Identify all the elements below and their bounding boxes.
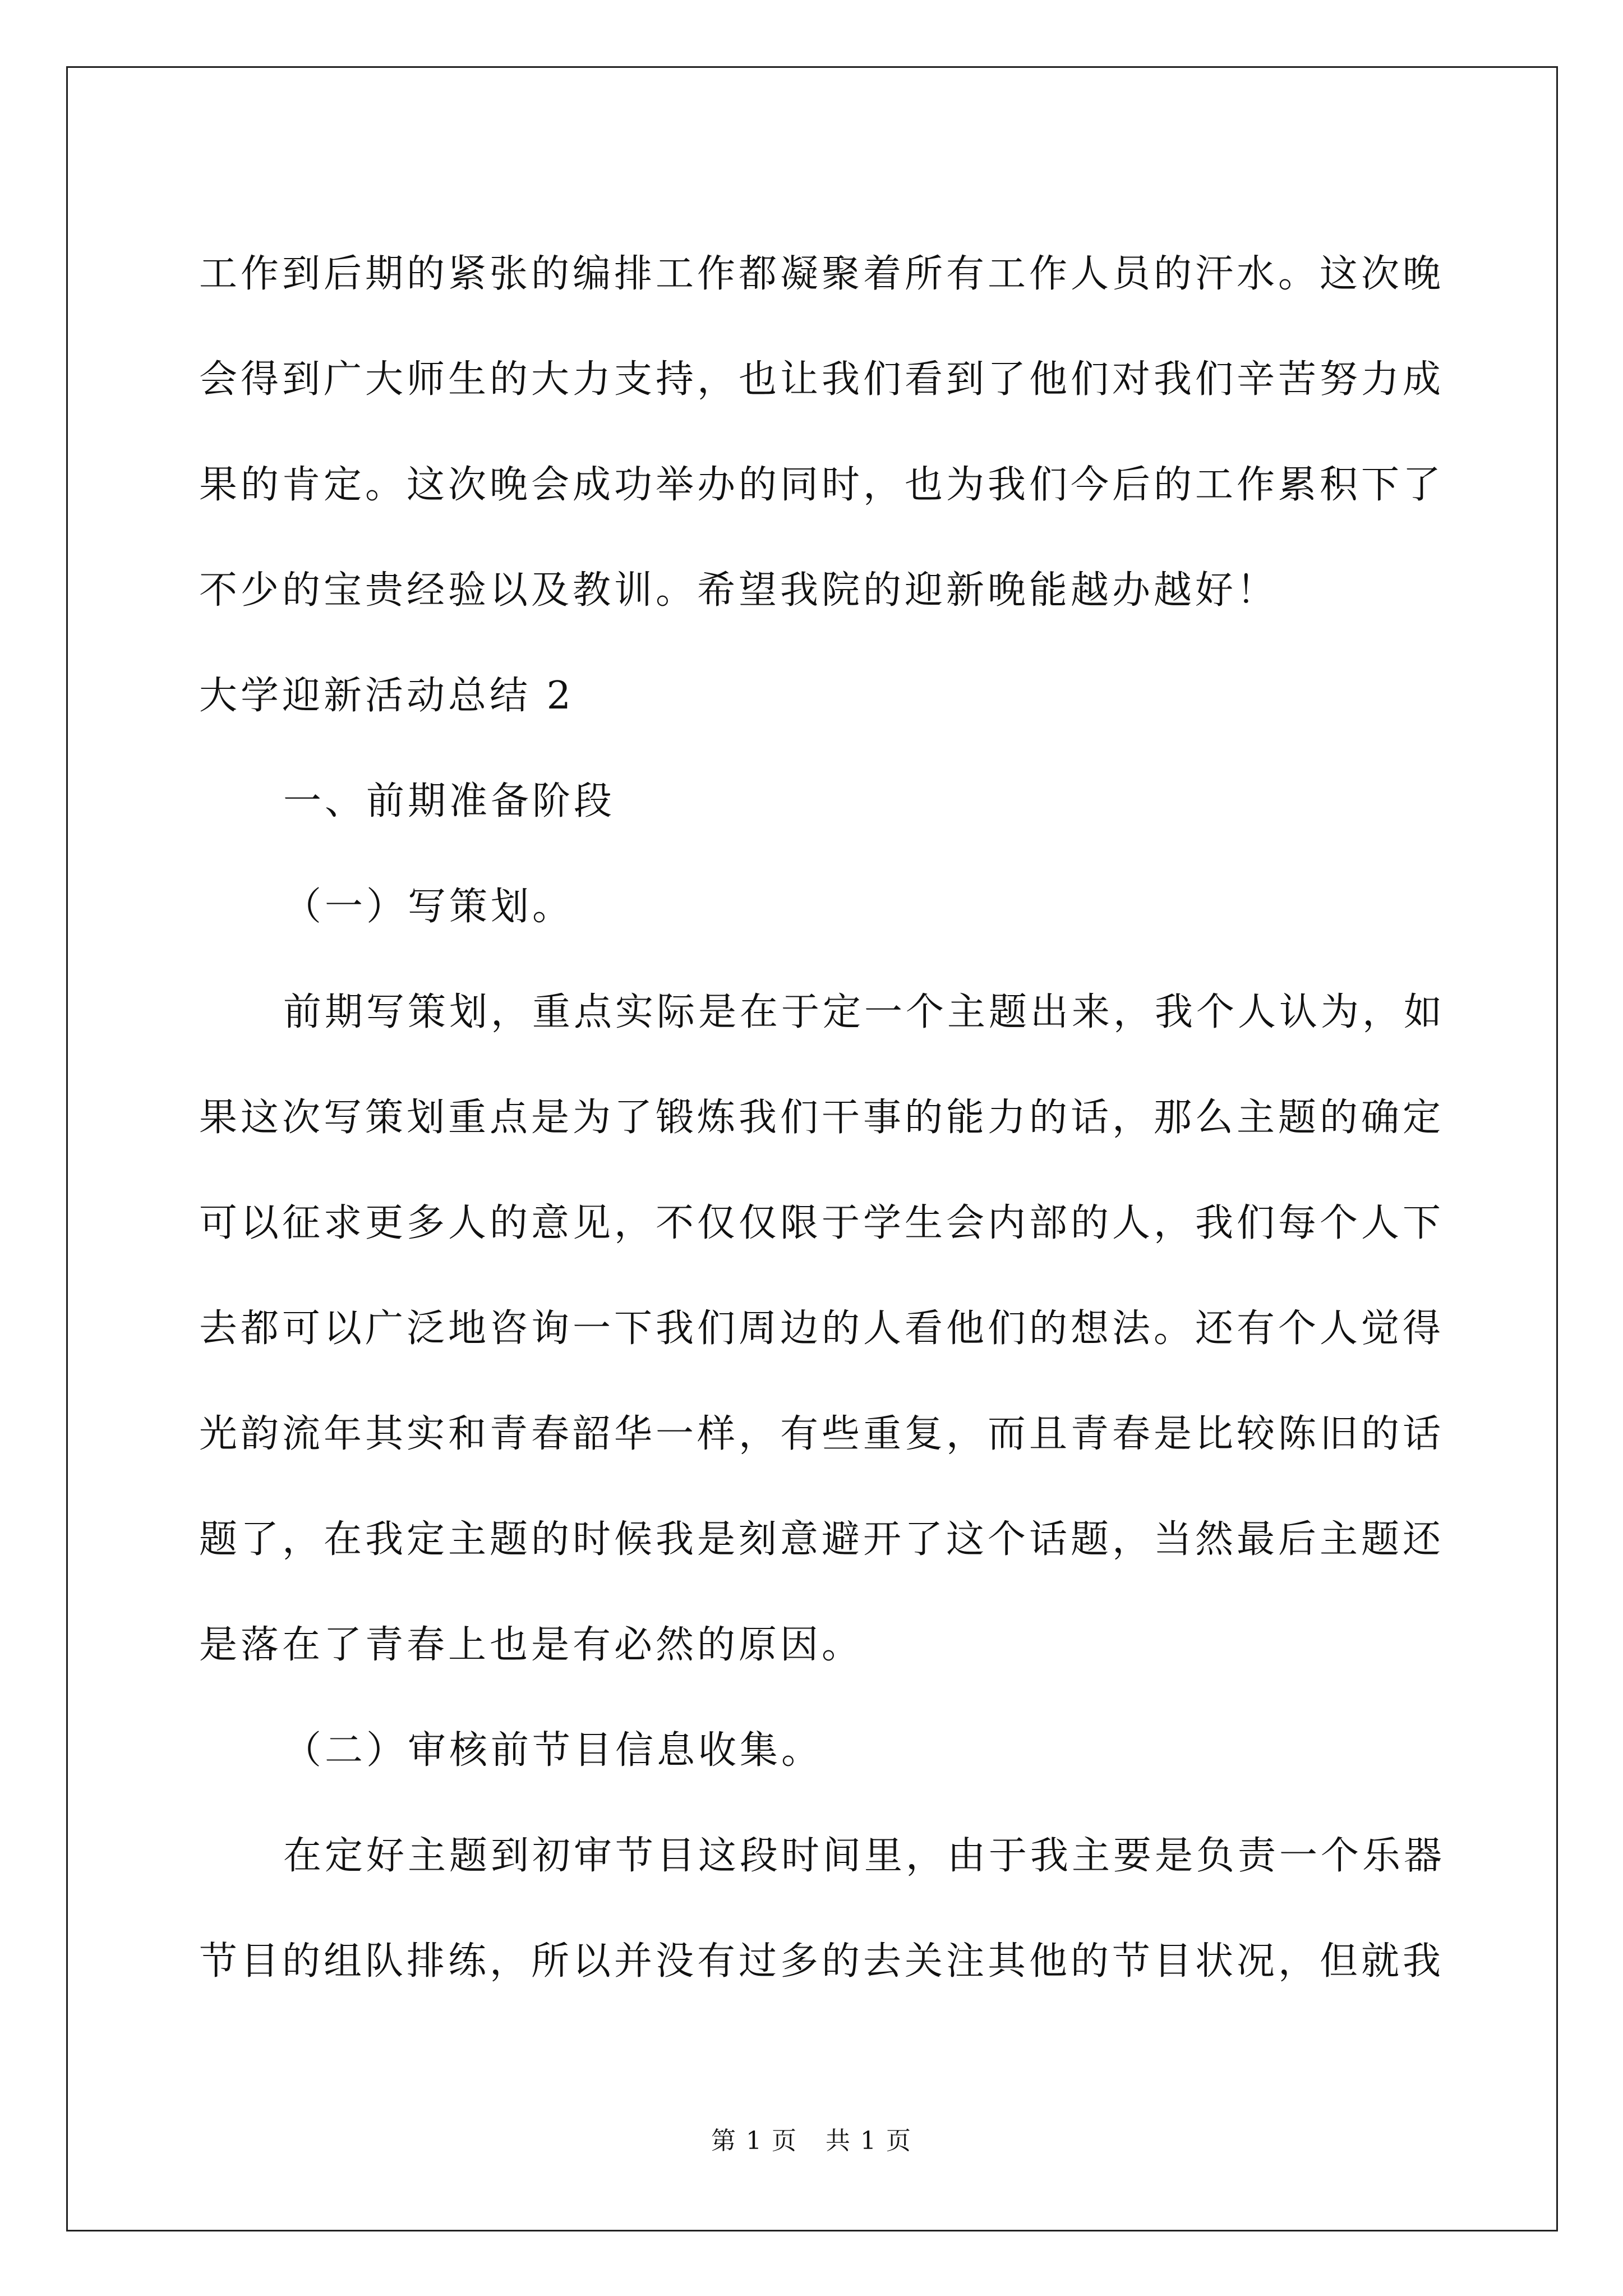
text-line: 前期写策划，重点实际是在于定一个主题出来，我个人认为，如 <box>283 990 1446 1034</box>
text-line: 果的肯定。这次晚会成功举办的同时，也为我们今后的工作累积下了 <box>199 463 1445 507</box>
section-heading: 一、前期准备阶段 <box>283 779 616 823</box>
page-number: 第 1 页 <box>711 2127 797 2155</box>
page-footer <box>0 2120 1623 2156</box>
page-total: 共 1 页 <box>826 2127 912 2155</box>
text-line: 去都可以广泛地咨询一下我们周边的人看他们的想法。还有个人觉得 <box>199 1306 1445 1351</box>
text-line: 不少的宝贵经验以及教训。希望我院的迎新晚能越办越好！ <box>199 568 1279 613</box>
document-body <box>199 222 1446 2014</box>
text-line: 果这次写策划重点是为了锻炼我们干事的能力的话，那么主题的确定 <box>199 1096 1445 1140</box>
section-title: 大学迎新活动总结 2 <box>199 674 574 718</box>
subsection-heading: （二）审核前节目信息收集。 <box>283 1728 823 1773</box>
text-line: 会得到广大师生的大力支持，也让我们看到了他们对我们辛苦努力成 <box>199 357 1445 402</box>
text-line: 是落在了青春上也是有必然的原因。 <box>199 1623 864 1667</box>
text-line: 节目的组队排练，所以并没有过多的去关注其他的节目状况，但就我 <box>199 1939 1445 1984</box>
text-line: 工作到后期的紧张的编排工作都凝聚着所有工作人员的汗水。这次晚 <box>199 252 1445 296</box>
text-line: 光韵流年其实和青春韶华一样，有些重复，而且青春是比较陈旧的话 <box>199 1412 1445 1456</box>
text-line: 可以征求更多人的意见，不仅仅限于学生会内部的人，我们每个人下 <box>199 1201 1445 1245</box>
text-line: 题了，在我定主题的时候我是刻意避开了这个话题，当然最后主题还 <box>199 1517 1445 1562</box>
text-line: 在定好主题到初审节目这段时间里，由于我主要是负责一个乐器 <box>283 1834 1446 1878</box>
subsection-heading: （一）写策划。 <box>283 885 574 929</box>
